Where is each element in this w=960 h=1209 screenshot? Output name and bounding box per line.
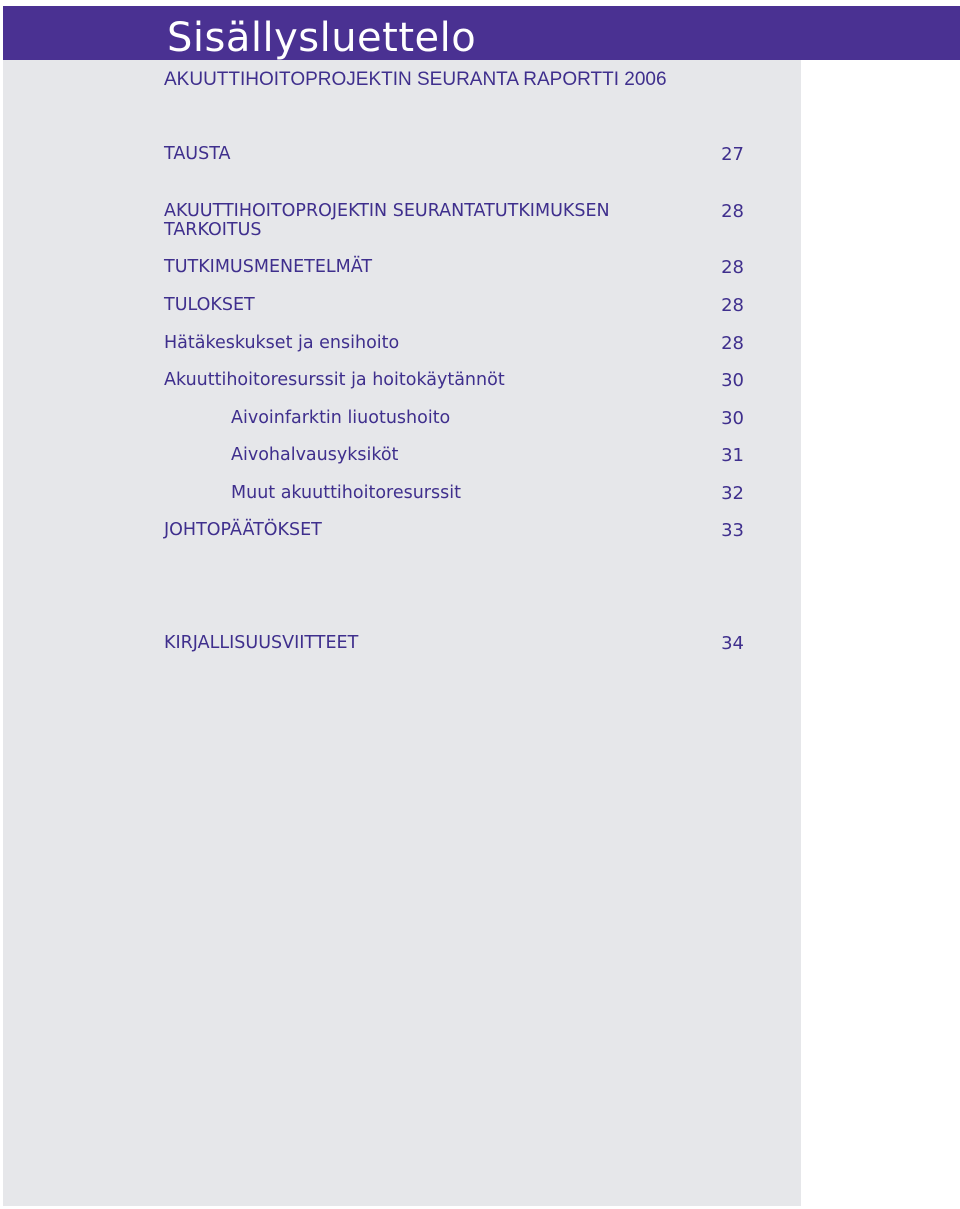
toc-entry-page: 33 <box>721 520 744 541</box>
toc-entry-tulokset[interactable] <box>164 296 744 315</box>
toc-entry-page: 31 <box>721 445 744 466</box>
toc-entry-tutkimusmenetelmat[interactable] <box>164 258 744 277</box>
toc-entry-page: 28 <box>721 201 744 222</box>
toc-entry-page: 28 <box>721 295 744 316</box>
toc-entry-akuuttihoitoresurssit[interactable] <box>164 371 744 390</box>
toc-entry-kirjallisuusviitteet[interactable] <box>164 634 744 653</box>
toc-entry-tarkoitus[interactable] <box>164 202 744 240</box>
page-title: Sisällysluettelo <box>167 15 477 61</box>
toc-entry-label: TULOKSET <box>164 295 255 315</box>
toc-entry-tausta[interactable] <box>164 145 744 164</box>
toc-entry-label: Aivoinfarktin liuotushoito <box>231 408 451 428</box>
toc-entry-label: Hätäkeskukset ja ensihoito <box>164 333 400 353</box>
toc-entry-page: 28 <box>721 257 744 278</box>
toc-entry-page: 30 <box>721 370 744 391</box>
content-panel <box>3 6 801 1206</box>
toc-entry-label: TUTKIMUSMENETELMÄT <box>164 257 373 277</box>
toc-entry-johtopaatokset[interactable] <box>164 521 744 540</box>
toc-entry-page: 30 <box>721 408 744 429</box>
toc-entry-label: Aivohalvausyksiköt <box>231 445 399 465</box>
toc-entry-aivohalvausyksikot[interactable] <box>231 446 744 465</box>
toc-entry-page: 28 <box>721 333 744 354</box>
toc-entry-label: KIRJALLISUUSVIITTEET <box>164 633 359 653</box>
toc-entry-muut-resurssit[interactable] <box>231 484 744 503</box>
toc-entry-label: Muut akuuttihoitoresurssit <box>231 483 461 503</box>
report-subtitle: AKUUTTIHOITOPROJEKTIN SEURANTA RAPORTTI 2006 <box>164 69 667 90</box>
toc-entry-page: 32 <box>721 483 744 504</box>
title-bar <box>3 6 960 60</box>
toc-entry-page: 34 <box>721 633 744 654</box>
toc-entry-label: JOHTOPÄÄTÖKSET <box>164 520 322 540</box>
toc-entry-liuotushoito[interactable] <box>231 409 744 428</box>
toc-entry-page: 27 <box>721 144 744 165</box>
toc-entry-label: AKUUTTIHOITOPROJEKTIN SEURANTATUTKIMUKSEN TARKOITUS <box>164 201 610 240</box>
toc-entry-hatakeskukset[interactable] <box>164 334 744 353</box>
toc-entry-label: TAUSTA <box>164 144 231 164</box>
toc-entry-label: Akuuttihoitoresurssit ja hoitokäytännöt <box>164 370 505 390</box>
